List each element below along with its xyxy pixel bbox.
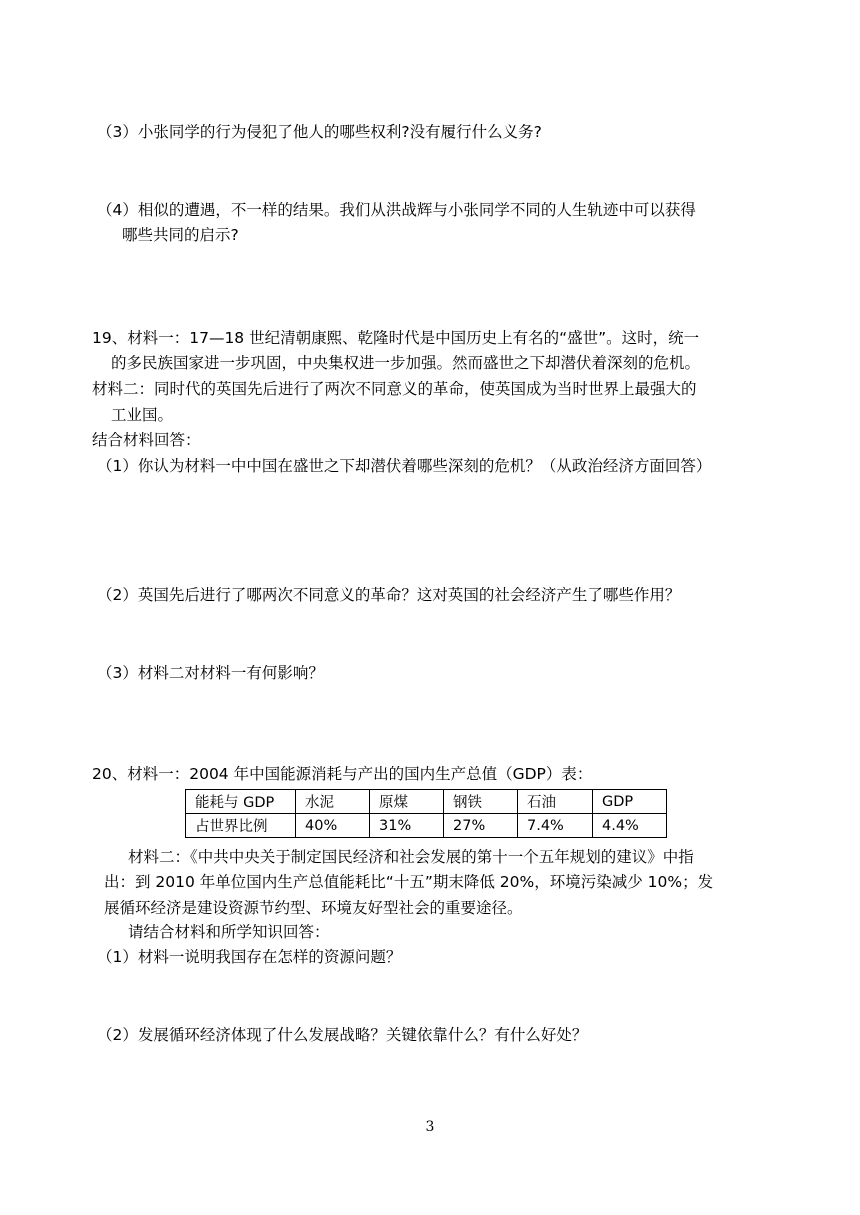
q19-prompt: 结合材料回答： bbox=[92, 431, 201, 449]
table-row bbox=[186, 814, 667, 838]
q19-material-2-line1: 材料二：同时代的英国先后进行了两次不同意义的革命，使英国成为当时世界上最强大的 bbox=[92, 380, 697, 398]
table-cell: 石油 bbox=[518, 790, 593, 814]
q20-material-1: 20、材料一：2004 年中国能源消耗与产出的国内生产总值（GDP）表： bbox=[92, 765, 593, 783]
q20-material-2-line1: 材料二：《中共中央关于制定国民经济和社会发展的第十一个五年规划的建议》中指 bbox=[128, 848, 694, 866]
table-cell: 31% bbox=[370, 814, 444, 838]
q20-prompt: 请结合材料和所学知识回答： bbox=[128, 923, 330, 941]
q19-sub-question-2: （2）英国先后进行了哪两次不同意义的革命？这对英国的社会经济产生了哪些作用？ bbox=[97, 586, 681, 604]
table-header-row bbox=[186, 790, 667, 814]
q20-material-2-line3: 展循环经济是建设资源节约型、环境友好型社会的重要途径。 bbox=[104, 899, 523, 917]
table-cell: 原煤 bbox=[370, 790, 444, 814]
table-cell: 40% bbox=[296, 814, 370, 838]
q20-sub-question-1: （1）材料一说明我国存在怎样的资源问题？ bbox=[97, 948, 402, 966]
energy-gdp-table bbox=[185, 789, 667, 838]
q19-sub-question-3: （3）材料二对材料一有何影响？ bbox=[97, 664, 324, 682]
q19-material-1-line2: 的多民族国家进一步巩固，中央集权进一步加强。然而盛世之下却潜伏着深刻的危机。 bbox=[111, 354, 701, 372]
q20-sub-question-2: （2）发展循环经济体现了什么发展战略？关键依靠什么？有什么好处？ bbox=[97, 1026, 588, 1044]
table-cell: 7.4% bbox=[518, 814, 593, 838]
q19-sub-question-1: （1）你认为材料一中中国在盛世之下却潜伏着哪些深刻的危机？（从政治经济方面回答） bbox=[97, 457, 712, 475]
table-cell: 钢铁 bbox=[444, 790, 518, 814]
q19-material-1-line1: 19、材料一：17—18 世纪清朝康熙、乾隆时代是中国历史上有名的“盛世”。这时，统一 bbox=[92, 329, 700, 347]
table-cell: 水泥 bbox=[296, 790, 370, 814]
page-number: 3 bbox=[425, 1119, 435, 1135]
table-cell: 能耗与 GDP bbox=[186, 790, 296, 814]
table-cell: 占世界比例 bbox=[186, 814, 296, 838]
table-cell: GDP bbox=[593, 790, 667, 814]
q18-sub-question-4-line2: 哪些共同的启示? bbox=[122, 226, 239, 244]
table-cell: 4.4% bbox=[593, 814, 667, 838]
table-cell: 27% bbox=[444, 814, 518, 838]
q20-material-2-line2: 出：到 2010 年单位国内生产总值能耗比“十五”期末降低 20%，环境污染减少 10%；发 bbox=[104, 873, 714, 891]
q19-material-2-line2: 工业国。 bbox=[111, 406, 174, 424]
q18-sub-question-3: （3）小张同学的行为侵犯了他人的哪些权利?没有履行什么义务? bbox=[97, 123, 542, 141]
q18-sub-question-4-line1: （4）相似的遭遇，不一样的结果。我们从洪战辉与小张同学不同的人生轨迹中可以获得 bbox=[97, 201, 696, 219]
